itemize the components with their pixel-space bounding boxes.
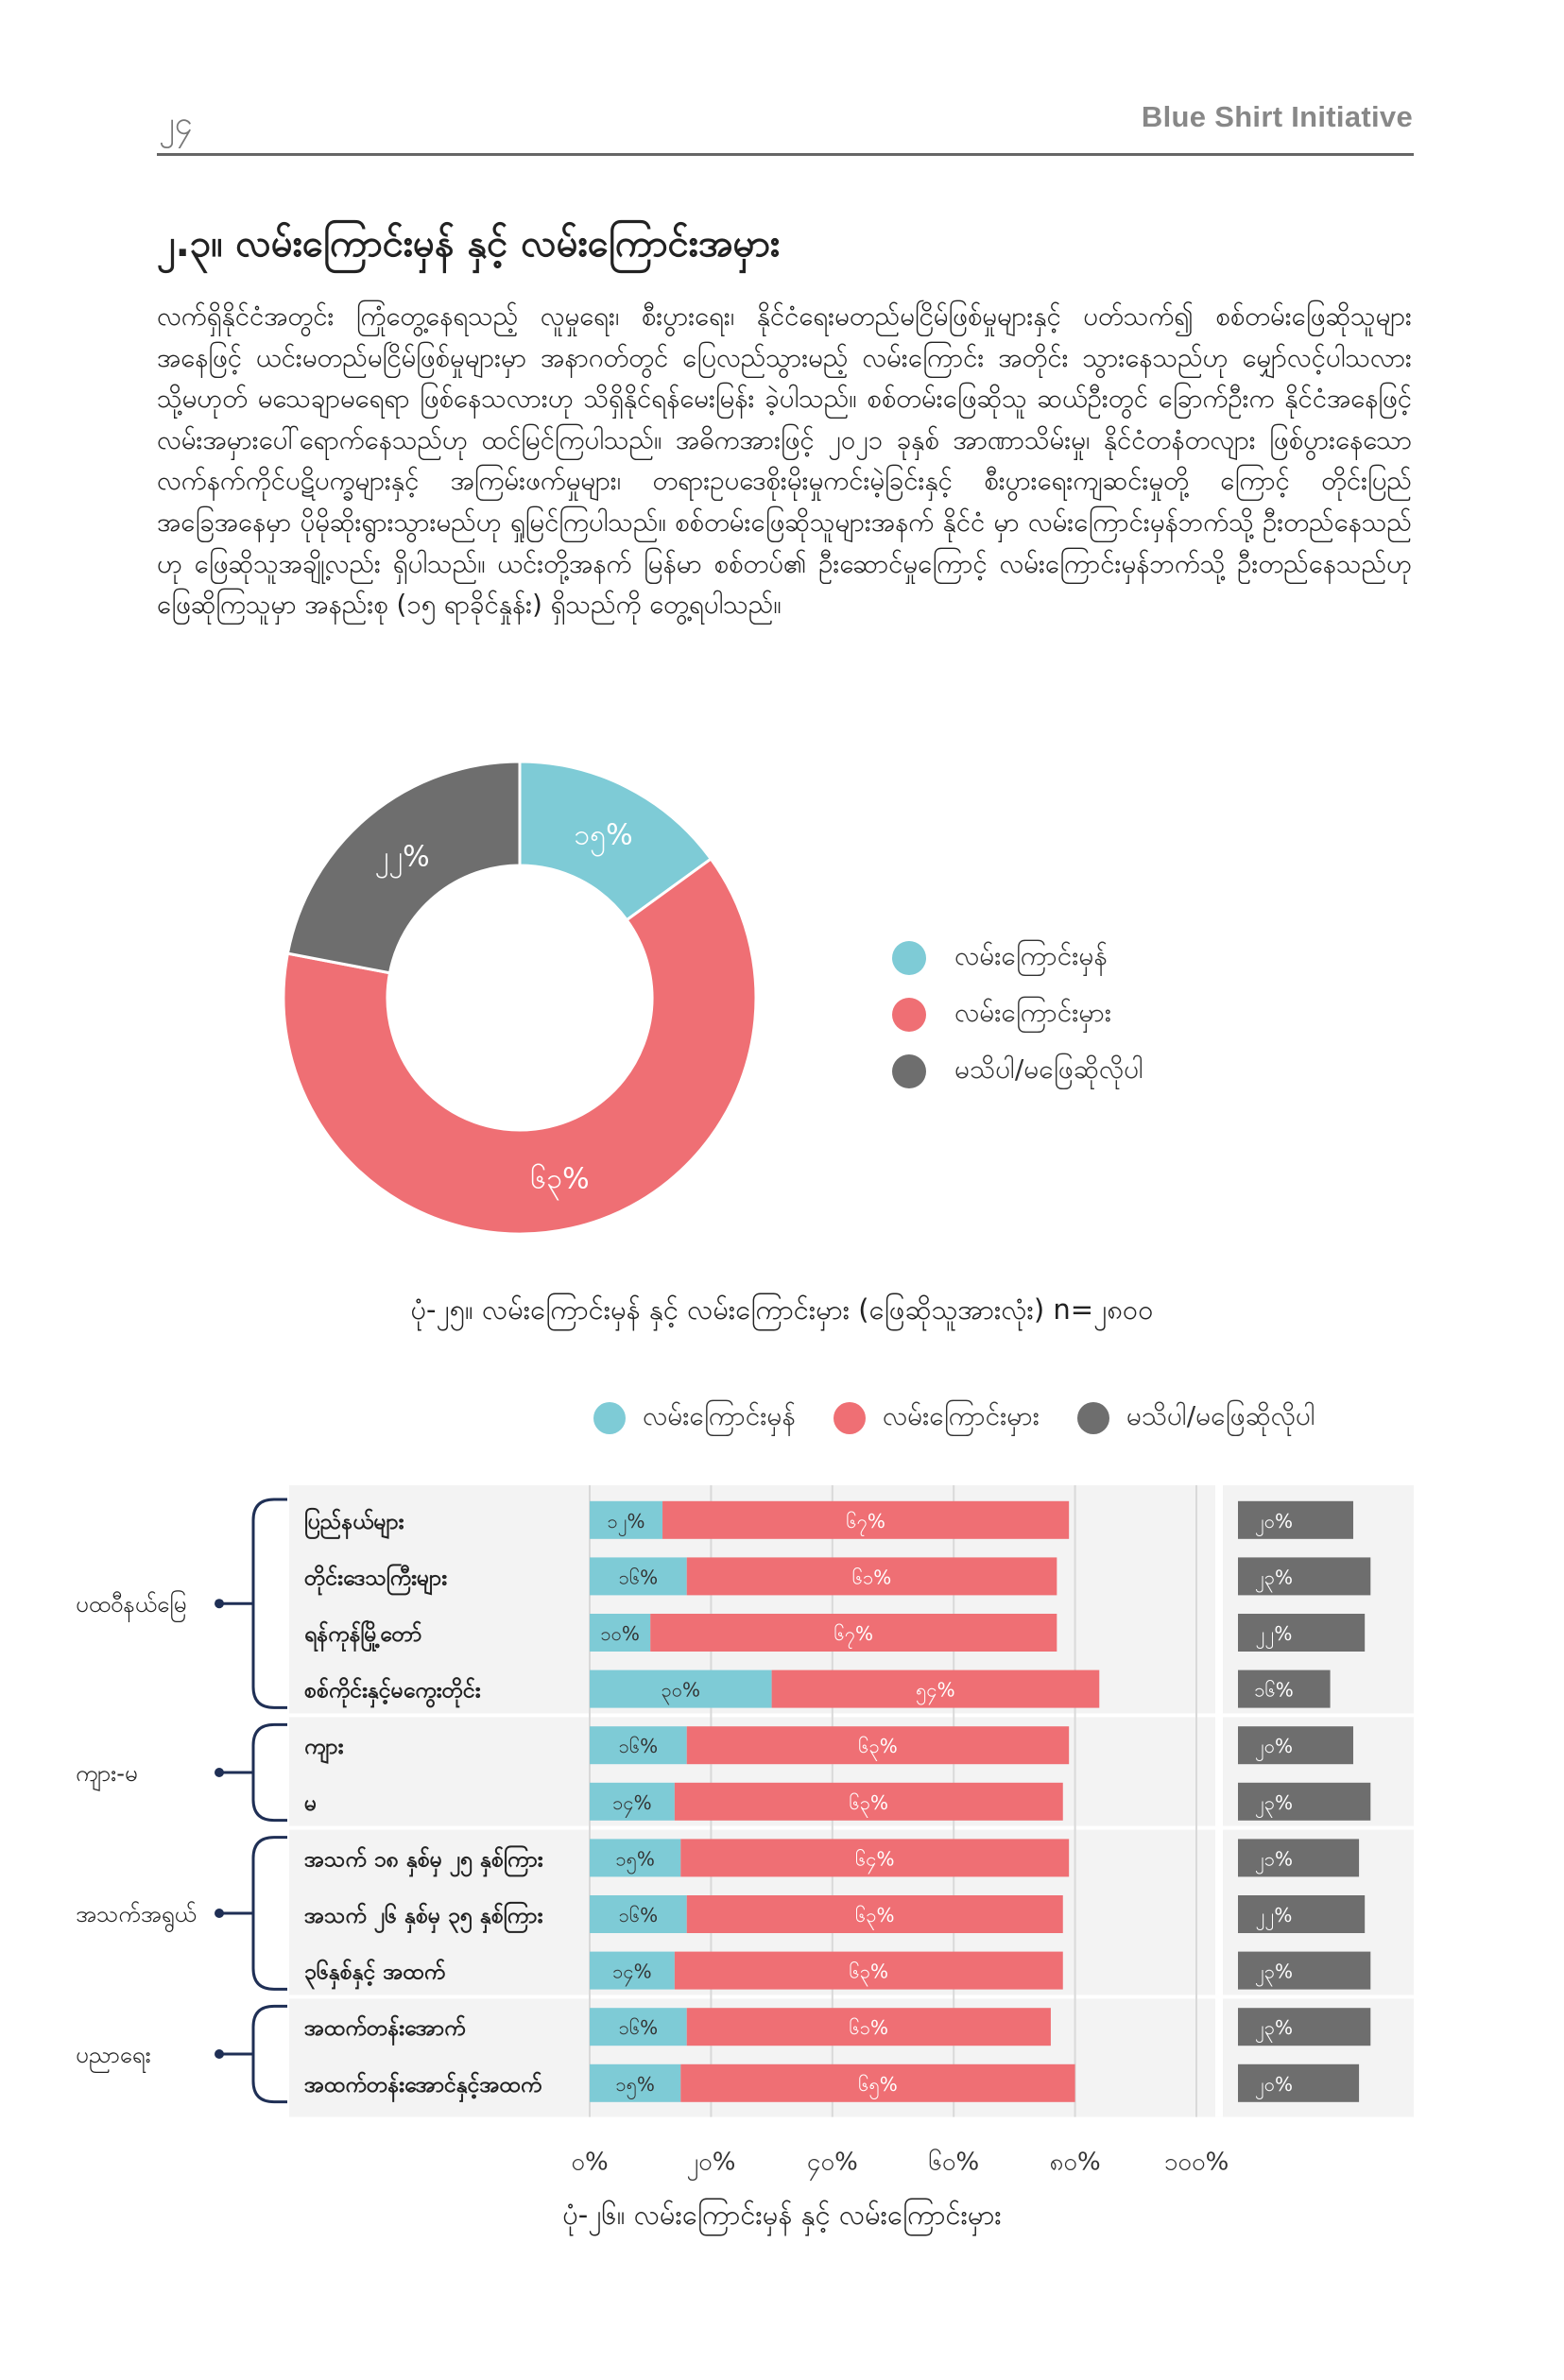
bar-label-wrong-track: ၆၃% xyxy=(849,1960,889,1983)
stacked-bar-chart xyxy=(0,1474,1564,2177)
category-label: အသက် ၁၈ နှစ်မှ ၂၅ နှစ်ကြား xyxy=(304,1847,543,1873)
legend-swatch-right-track xyxy=(892,941,926,975)
category-label: စစ်ကိုင်းနှင့်မကွေးတိုင်း xyxy=(304,1678,481,1704)
group-separator xyxy=(289,1713,1414,1717)
bar-label-right-track: ၁၆% xyxy=(618,1566,659,1589)
legend2-item-dont-know xyxy=(1077,1398,1315,1438)
legend2-swatch-dont-know xyxy=(1077,1402,1109,1434)
bar-label-right-track: ၁၆% xyxy=(618,2016,659,2040)
bar-label-dont-know: ၂၀% xyxy=(1254,2072,1294,2096)
bar-label-wrong-track: ၆၇% xyxy=(834,1622,874,1645)
category-label: ပြည်နယ်များ xyxy=(304,1509,404,1534)
donut-chart xyxy=(274,752,765,1243)
x-tick-label: ၀% xyxy=(571,2148,609,2177)
category-label: အသက် ၂၆ နှစ်မှ ၃၅ နှစ်ကြား xyxy=(304,1904,543,1928)
bar-label-dont-know: ၂၂% xyxy=(1255,1622,1293,1645)
legend-swatch-wrong-track xyxy=(892,998,926,1032)
group-dot xyxy=(215,1599,224,1608)
category-label: ရန်ကုန်မြို့တော် xyxy=(304,1622,422,1647)
section-title: ၂.၃။ လမ်းကြောင်းမှန် နှင့် လမ်းကြောင်းအမှား xyxy=(157,222,781,265)
group-dot xyxy=(215,1768,224,1777)
category-label: ကျား xyxy=(304,1735,344,1760)
bar-legend xyxy=(593,1398,1315,1438)
bar-label-dont-know: ၂၃% xyxy=(1254,2016,1294,2040)
bar-label-right-track: ၁၄% xyxy=(612,1790,652,1814)
bar-label-wrong-track: ၆၃% xyxy=(858,1735,898,1758)
donut-label-wrong-track: ၆၃% xyxy=(530,1162,590,1196)
legend2-item-right-track xyxy=(593,1398,796,1438)
bar-label-wrong-track: ၅၄% xyxy=(916,1678,955,1702)
group-bracket xyxy=(253,1724,287,1820)
bar-label-right-track: ၁၂% xyxy=(607,1509,645,1532)
donut-label-dont-know: ၂၂% xyxy=(374,840,430,874)
legend-item-dont-know xyxy=(892,1049,1143,1094)
bar-label-wrong-track: ၆၁% xyxy=(849,2016,889,2040)
group-label: အသက်အရွယ် xyxy=(76,1901,197,1927)
group-bracket xyxy=(253,2006,287,2101)
bar-label-dont-know: ၂၀% xyxy=(1254,1735,1294,1758)
legend2-label-wrong-track: လမ်းကြောင်းမှား xyxy=(882,1400,1040,1431)
bar-label-right-track: ၃၀% xyxy=(661,1678,701,1702)
header-divider xyxy=(157,153,1414,156)
x-tick-label: ၆၀% xyxy=(928,2148,980,2177)
category-label: တိုင်းဒေသကြီးများ xyxy=(304,1566,448,1591)
figure-2-caption: ပုံ-၂၆။ လမ်းကြောင်းမှန် နှင့် လမ်းကြောင်းမှား xyxy=(562,2199,1002,2231)
bar-label-right-track: ၁၀% xyxy=(600,1622,640,1645)
bar-label-dont-know: ၂၃% xyxy=(1254,1790,1294,1814)
legend-label-dont-know: မသိပါ/မဖြေဆိုလိုပါ xyxy=(954,1053,1143,1085)
legend2-swatch-wrong-track xyxy=(834,1402,866,1434)
bar-label-wrong-track: ၆၄% xyxy=(854,1847,895,1871)
bar-label-wrong-track: ၆၅% xyxy=(858,2072,898,2096)
donut-legend xyxy=(892,935,1143,1094)
legend-label-right-track: လမ်းကြောင်းမှန် xyxy=(954,940,1108,971)
category-label: ၃၆နှစ်နှင့် အထက် xyxy=(304,1960,446,1985)
bar-label-right-track: ၁၅% xyxy=(615,2072,655,2096)
legend-item-wrong-track xyxy=(892,992,1143,1037)
figure-1-caption: ပုံ-၂၅။ လမ်းကြောင်းမှန် နှင့် လမ်းကြောင်းမှား (ဖြေဆိုသူအားလုံး) n=၂၈၀၀ xyxy=(410,1293,1154,1326)
group-dot xyxy=(215,2049,224,2059)
bar-label-dont-know: ၂၂% xyxy=(1255,1904,1293,1926)
bar-label-dont-know: ၁၆% xyxy=(1254,1678,1294,1702)
legend-item-right-track xyxy=(892,935,1143,981)
category-label: အထက်တန်းအောင်နှင့်အထက် xyxy=(304,2072,542,2097)
legend2-swatch-right-track xyxy=(593,1402,626,1434)
legend2-label-right-track: လမ်းကြောင်းမှန် xyxy=(643,1400,796,1431)
x-tick-label: ၈၀% xyxy=(1049,2148,1101,2177)
publication-title: Blue Shirt Initiative xyxy=(1141,100,1413,133)
legend-label-wrong-track: လမ်းကြောင်းမှား xyxy=(954,997,1111,1028)
bar-label-right-track: ၁၆% xyxy=(618,1904,659,1926)
bar-label-dont-know: ၂၃% xyxy=(1254,1960,1294,1983)
page-number: ၂၄ xyxy=(159,105,193,143)
bar-label-wrong-track: ၆၃% xyxy=(849,1790,889,1814)
column-divider xyxy=(1215,1485,1223,2117)
group-bracket xyxy=(253,1499,287,1707)
body-paragraph: လက်ရှိနိုင်ငံအတွင်း ကြုံတွေ့နေရသည့် လူမှုရေး၊ စီးပွားရေး၊ နိုင်ငံရေးမတည်မငြိမ်ဖြစ်မှုများနှင့် ပတ်သက်၍ စစ်တမ်းဖြေဆိုသူများ အနေဖြင့် ယင်းမတည်မငြိမ်ဖြစ်မှုများမှာ အနာဂတ်တွင် ပြေလည်သွားမည့် လမ်းကြောင်း အတိုင်း သွားနေသည်ဟု မျှော်လင့်ပါသလား သို့မဟုတ် မသေချာမရေရာ ဖြစ်နေသလားဟု သိရှိနိုင်ရန်မေးမြန်း ခဲ့ပါသည်။ စစ်တမ်းဖြေဆိုသူ ဆယ်ဦးတွင် ခြောက်ဦးက နိုင်ငံအနေဖြင့် လမ်းအမှားပေါ်ရောက်နေသည်ဟု ထင်မြင်ကြပါသည်။ အဓိကအားဖြင့် ၂၀၂၁ ခုနှစ် အာဏာသိမ်းမှု၊ နိုင်ငံတနံတလျား ဖြစ်ပွားနေသော လက်နက်ကိုင်ပဋိပက္ခများနှင့် အကြမ်းဖက်မှုများ၊ တရားဥပဒေစိုးမိုးမှုကင်းမဲ့ခြင်းနှင့် စီးပွားရေးကျဆင်းမှုတို့ ကြောင့် တိုင်းပြည် အခြေအနေမှာ ပိုမိုဆိုးရွားသွားမည်ဟု ရှုမြင်ကြပါသည်။ စစ်တမ်းဖြေဆိုသူများအနက် နိုင်ငံ မှာ လမ်းကြောင်းမှန်ဘက်သို့ ဦးတည်နေသည်ဟု ဖြေဆိုသူအချို့လည်း ရှိပါသည်။ ယင်းတို့အနက် မြန်မာ စစ်တပ်၏ ဦးဆောင်မှုကြောင့် လမ်းကြောင်းမှန်ဘက်သို့ ဦးတည်နေသည်ဟု ဖြေဆိုကြသူမှာ အနည်းစု (၁၅ ရာခိုင်နှုန်း) ရှိသည်ကို တွေ့ရပါသည်။ xyxy=(157,301,1412,621)
group-bracket xyxy=(253,1838,287,1990)
bar-label-wrong-track: ၆၁% xyxy=(851,1566,892,1589)
group-label: ပညာရေး xyxy=(76,2042,151,2068)
bar-label-right-track: ၁၄% xyxy=(612,1960,652,1983)
legend-swatch-dont-know xyxy=(892,1054,926,1088)
x-tick-label: ၁၀၀% xyxy=(1163,2148,1229,2177)
bar-label-right-track: ၁၅% xyxy=(615,1847,655,1871)
group-separator xyxy=(289,1995,1414,1998)
group-label: ပထဝီနယ်မြေ xyxy=(76,1591,187,1618)
bar-label-dont-know: ၂၃% xyxy=(1254,1566,1294,1589)
donut-label-right-track: ၁၅% xyxy=(574,818,633,852)
bar-label-wrong-track: ၆၃% xyxy=(854,1904,895,1926)
legend2-label-dont-know: မသိပါ/မဖြေဆိုလိုပါ xyxy=(1126,1400,1315,1431)
bar-label-dont-know: ၂၀% xyxy=(1254,1509,1294,1532)
group-label: ကျား-မ xyxy=(76,1760,138,1787)
x-tick-label: ၄၀% xyxy=(806,2148,858,2177)
bar-label-wrong-track: ၆၇% xyxy=(846,1509,885,1532)
legend2-item-wrong-track xyxy=(834,1398,1040,1438)
category-label: အထက်တန်းအောက် xyxy=(304,2016,466,2042)
group-separator xyxy=(289,1826,1414,1830)
bar-label-right-track: ၁၆% xyxy=(618,1735,659,1758)
x-tick-label: ၂၀% xyxy=(686,2148,736,2177)
group-dot xyxy=(215,1909,224,1918)
category-label: မ xyxy=(304,1790,318,1816)
bar-label-dont-know: ၂၁% xyxy=(1254,1847,1294,1871)
